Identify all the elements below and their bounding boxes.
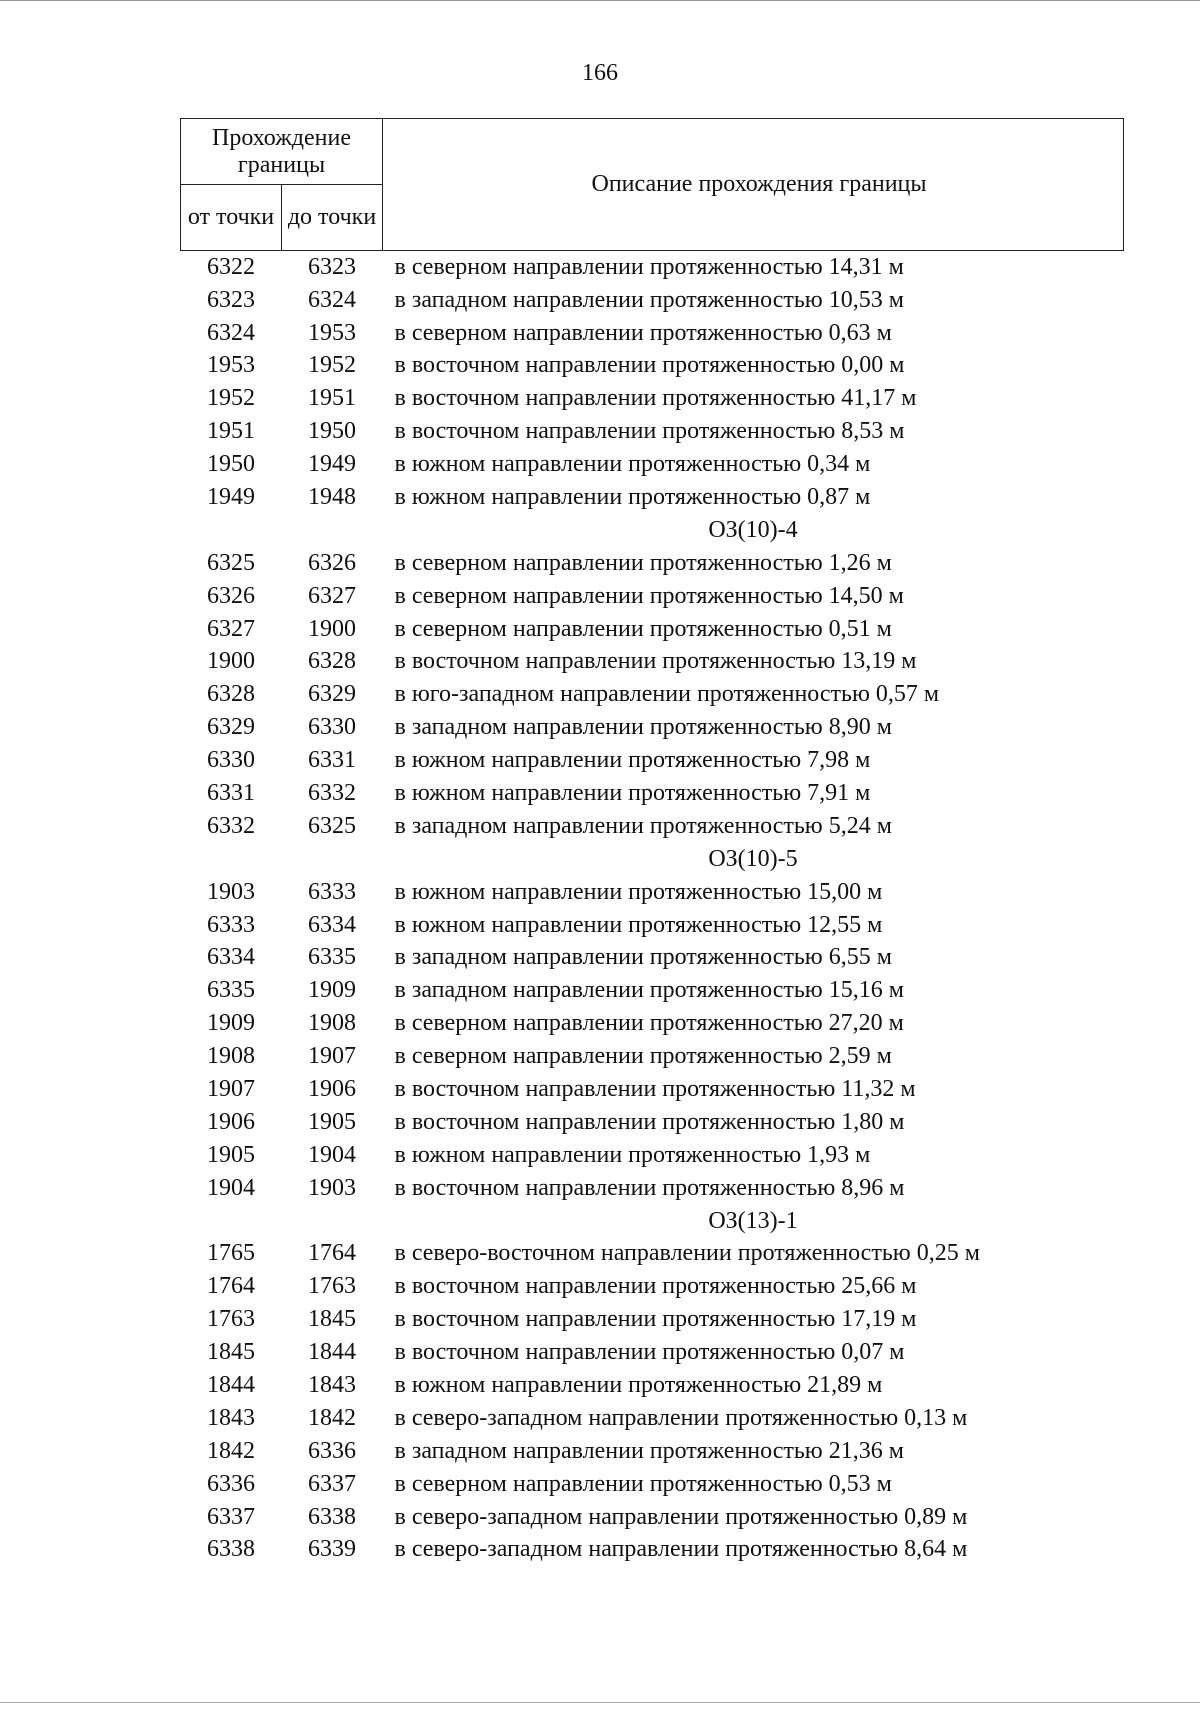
description-cell: в северо-западном направлении протяженностью 8,64 м xyxy=(394,1536,968,1563)
description-cell: в северо-западном направлении протяженностью 0,89 м xyxy=(394,1503,968,1530)
to-point-cell: 1900 xyxy=(308,615,356,642)
description-cell: в северо-восточном направлении протяженностью 0,25 м xyxy=(394,1240,980,1267)
description-cell: в северном направлении протяженностью 0,51 м xyxy=(394,615,892,642)
description-cell: в юго-западном направлении протяженностью 0,57 м xyxy=(394,681,940,708)
from-point-cell: 1905 xyxy=(207,1141,255,1168)
section-spacer xyxy=(181,1204,383,1237)
scan-edge-bottom xyxy=(0,1702,1200,1703)
description-cell: в северном направлении протяженностью 14,31 м xyxy=(394,254,904,280)
to-point-cell: 1951 xyxy=(308,385,356,412)
description-cell: в западном направлении протяженностью 10,53 м xyxy=(394,286,904,313)
description-cell: в южном направлении протяженностью 7,98 м xyxy=(394,747,871,774)
to-point-cell: 6336 xyxy=(308,1437,356,1464)
description-cell: в восточном направлении протяженностью 8,53 м xyxy=(394,418,905,445)
table-row xyxy=(181,1303,1124,1336)
description-cell: в южном направлении протяженностью 1,93 м xyxy=(394,1141,871,1168)
description-cell: в западном направлении протяженностью 8,90 м xyxy=(394,714,892,741)
to-point-cell: 1844 xyxy=(308,1339,356,1366)
table-row xyxy=(181,777,1124,810)
from-point-cell: 1763 xyxy=(207,1306,255,1333)
table-row xyxy=(181,744,1124,777)
table-row xyxy=(181,283,1124,316)
from-point-cell: 1909 xyxy=(207,1010,255,1037)
from-point-cell: 1844 xyxy=(207,1372,255,1399)
header-description: Описание прохождения границы xyxy=(383,119,1124,251)
table-row xyxy=(181,382,1124,415)
description-cell: в восточном направлении протяженностью 17,19 м xyxy=(394,1306,917,1333)
description-cell: в западном направлении протяженностью 5,24 м xyxy=(394,812,892,839)
section-title: ОЗ(10)-5 xyxy=(708,845,798,872)
description-cell: в восточном направлении протяженностью 0,00 м xyxy=(394,352,905,379)
from-point-cell: 6328 xyxy=(207,681,255,708)
to-point-cell: 6337 xyxy=(308,1470,356,1497)
from-point-cell: 6338 xyxy=(207,1536,255,1563)
table-row xyxy=(181,1435,1124,1468)
to-point-cell: 6325 xyxy=(308,812,356,839)
to-point-cell: 1953 xyxy=(308,319,356,346)
from-point-cell: 6326 xyxy=(207,582,255,609)
from-point-cell: 1843 xyxy=(207,1404,255,1431)
from-point-cell: 1949 xyxy=(207,483,255,510)
from-point-cell: 6337 xyxy=(207,1503,255,1530)
to-point-cell: 6330 xyxy=(308,714,356,741)
table-row xyxy=(181,547,1124,580)
from-point-cell: 1903 xyxy=(207,878,255,905)
from-point-cell: 1950 xyxy=(207,451,255,478)
from-point-cell: 1953 xyxy=(207,352,255,379)
table-body xyxy=(181,251,1124,1567)
table-row xyxy=(181,481,1124,514)
table-row xyxy=(181,711,1124,744)
from-point-cell: 6327 xyxy=(207,615,255,642)
section-spacer xyxy=(181,514,383,547)
description-cell: в западном направлении протяженностью 6,55 м xyxy=(394,944,892,971)
to-point-cell: 6327 xyxy=(308,582,356,609)
section-row xyxy=(181,514,1124,547)
to-point-cell: 1845 xyxy=(308,1306,356,1333)
description-cell: в южном направлении протяженностью 12,55 м xyxy=(394,911,883,938)
description-cell: в восточном направлении протяженностью 25,66 м xyxy=(394,1273,917,1300)
to-point-cell: 1903 xyxy=(308,1174,356,1201)
from-point-cell: 6335 xyxy=(207,977,255,1004)
description-cell: в северном направлении протяженностью 2,59 м xyxy=(394,1043,892,1070)
page-number: 166 xyxy=(582,60,618,86)
from-point-cell: 1764 xyxy=(207,1273,255,1300)
section-title: ОЗ(13)-1 xyxy=(708,1207,798,1234)
description-cell: в северном направлении протяженностью 0,53 м xyxy=(394,1470,892,1497)
table-row xyxy=(181,1040,1124,1073)
from-point-cell: 6322 xyxy=(207,254,255,280)
from-point-cell: 1842 xyxy=(207,1437,255,1464)
header-boundary-passage: Прохождение границы xyxy=(181,119,383,185)
header-from-point: от точки xyxy=(181,185,282,251)
table-row xyxy=(181,941,1124,974)
from-point-cell: 6333 xyxy=(207,911,255,938)
description-cell: в южном направлении протяженностью 15,00 м xyxy=(394,878,883,905)
description-cell: в западном направлении протяженностью 15,16 м xyxy=(394,977,904,1004)
table-row xyxy=(181,448,1124,481)
table-header xyxy=(181,119,1124,251)
description-cell: в южном направлении протяженностью 7,91 м xyxy=(394,780,871,806)
to-point-cell: 1905 xyxy=(308,1108,356,1135)
table-row xyxy=(181,1270,1124,1303)
description-cell: в северном направлении протяженностью 27,20 м xyxy=(394,1010,904,1037)
table-row xyxy=(181,1500,1124,1533)
description-cell: в восточном направлении протяженностью 8,96 м xyxy=(394,1174,905,1201)
to-point-cell: 6339 xyxy=(308,1536,356,1563)
table-row xyxy=(181,251,1124,284)
to-point-cell: 6331 xyxy=(308,747,356,774)
to-point-cell: 6323 xyxy=(308,254,356,280)
description-cell: в западном направлении протяженностью 21,36 м xyxy=(394,1437,904,1464)
description-cell: в восточном направлении протяженностью 13,19 м xyxy=(394,648,917,675)
to-point-cell: 6334 xyxy=(308,911,356,938)
from-point-cell: 6334 xyxy=(207,944,255,971)
description-cell: в восточном направлении протяженностью 0,07 м xyxy=(394,1339,905,1366)
table-row xyxy=(181,1171,1124,1204)
table-row xyxy=(181,1139,1124,1172)
description-cell: в южном направлении протяженностью 0,87 м xyxy=(394,483,871,510)
table-row xyxy=(181,612,1124,645)
description-cell: в восточном направлении протяженностью 1,80 м xyxy=(394,1108,905,1135)
from-point-cell: 6331 xyxy=(207,780,255,806)
to-point-cell: 1948 xyxy=(308,483,356,510)
description-cell: в северном направлении протяженностью 1,26 м xyxy=(394,549,892,576)
table-row xyxy=(181,974,1124,1007)
from-point-cell: 1951 xyxy=(207,418,255,445)
to-point-cell: 6333 xyxy=(308,878,356,905)
from-point-cell: 1952 xyxy=(207,385,255,412)
table-row xyxy=(181,1237,1124,1270)
to-point-cell: 1909 xyxy=(308,977,356,1004)
from-point-cell: 1845 xyxy=(207,1339,255,1366)
from-point-cell: 6332 xyxy=(207,812,255,839)
table-row xyxy=(181,1467,1124,1500)
to-point-cell: 1906 xyxy=(308,1076,356,1103)
description-cell: в южном направлении протяженностью 21,89 м xyxy=(394,1372,883,1399)
description-cell: в северном направлении протяженностью 14,50 м xyxy=(394,582,904,609)
to-point-cell: 1952 xyxy=(308,352,356,379)
to-point-cell: 1842 xyxy=(308,1404,356,1431)
table-row xyxy=(181,678,1124,711)
description-cell: в восточном направлении протяженностью 11,32 м xyxy=(394,1076,916,1103)
to-point-cell: 6326 xyxy=(308,549,356,576)
scan-edge-top xyxy=(0,0,1200,1)
table-row xyxy=(181,316,1124,349)
from-point-cell: 6336 xyxy=(207,1470,255,1497)
to-point-cell: 1764 xyxy=(308,1240,356,1267)
description-cell: в северном направлении протяженностью 0,63 м xyxy=(394,319,892,346)
to-point-cell: 1908 xyxy=(308,1010,356,1037)
table-row xyxy=(181,908,1124,941)
table-row xyxy=(181,349,1124,382)
to-point-cell: 6335 xyxy=(308,944,356,971)
from-point-cell: 1904 xyxy=(207,1174,255,1201)
table-row xyxy=(181,1073,1124,1106)
to-point-cell: 6328 xyxy=(308,648,356,675)
table-row xyxy=(181,1336,1124,1369)
table-row xyxy=(181,1106,1124,1139)
table-row xyxy=(181,1369,1124,1402)
from-point-cell: 6323 xyxy=(207,286,255,313)
to-point-cell: 1907 xyxy=(308,1043,356,1070)
to-point-cell: 6329 xyxy=(308,681,356,708)
header-to-point: до точки xyxy=(282,185,383,251)
from-point-cell: 6324 xyxy=(207,319,255,346)
table-row xyxy=(181,579,1124,612)
from-point-cell: 6325 xyxy=(207,549,255,576)
description-cell: в южном направлении протяженностью 0,34 м xyxy=(394,451,871,478)
to-point-cell: 1949 xyxy=(308,451,356,478)
table-row xyxy=(181,1007,1124,1040)
from-point-cell: 6330 xyxy=(207,747,255,774)
table-row xyxy=(181,415,1124,448)
description-cell: в северо-западном направлении протяженностью 0,13 м xyxy=(394,1404,968,1431)
boundary-table xyxy=(180,118,1124,1566)
section-title: ОЗ(10)-4 xyxy=(708,516,798,543)
to-point-cell: 6338 xyxy=(308,1503,356,1530)
from-point-cell: 1907 xyxy=(207,1076,255,1103)
to-point-cell: 1950 xyxy=(308,418,356,445)
table-row xyxy=(181,1402,1124,1435)
from-point-cell: 1906 xyxy=(207,1108,255,1135)
from-point-cell: 1765 xyxy=(207,1240,255,1267)
table-row xyxy=(181,645,1124,678)
section-row xyxy=(181,1204,1124,1237)
from-point-cell: 6329 xyxy=(207,714,255,741)
from-point-cell: 1908 xyxy=(207,1043,255,1070)
section-spacer xyxy=(181,843,383,876)
to-point-cell: 1904 xyxy=(308,1141,356,1168)
section-row xyxy=(181,843,1124,876)
to-point-cell: 6332 xyxy=(308,780,356,806)
to-point-cell: 6324 xyxy=(308,286,356,313)
table-row xyxy=(181,875,1124,908)
table-row xyxy=(181,1533,1124,1566)
description-cell: в восточном направлении протяженностью 41,17 м xyxy=(394,385,917,412)
table-row xyxy=(181,810,1124,843)
from-point-cell: 1900 xyxy=(207,648,255,675)
to-point-cell: 1763 xyxy=(308,1273,356,1300)
to-point-cell: 1843 xyxy=(308,1372,356,1399)
